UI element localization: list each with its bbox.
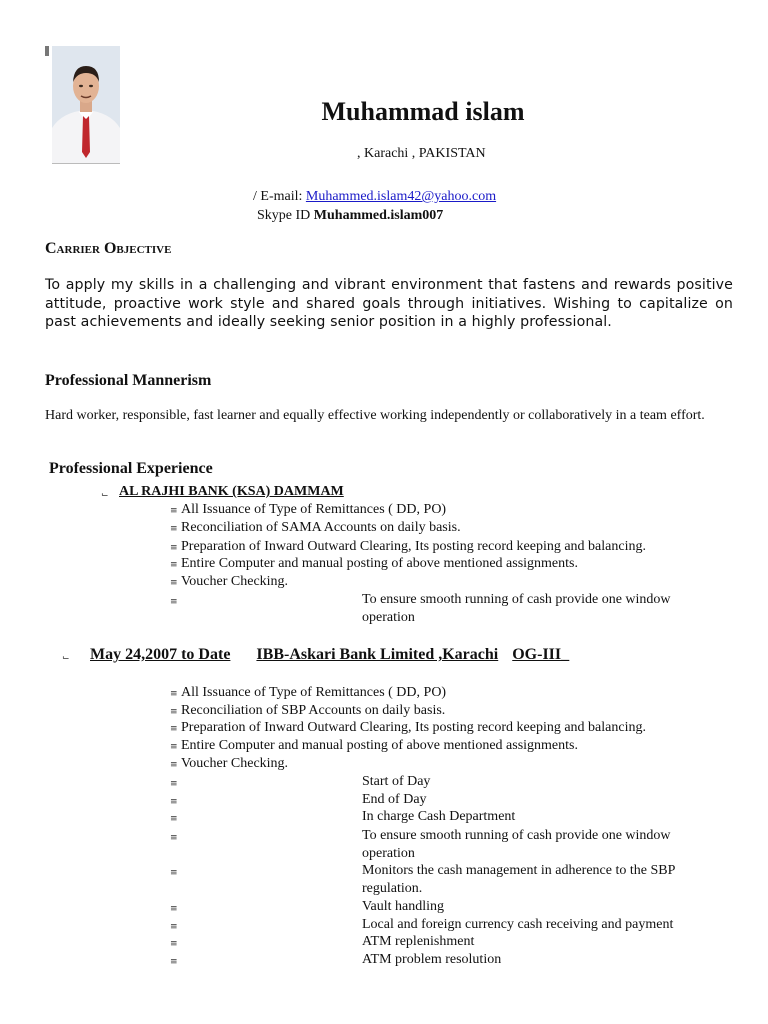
duty-text: Preparation of Inward Outward Clearing, Its posting record keeping and balancing. — [181, 720, 646, 735]
duty-text: Entire Computer and manual posting of above mentioned assignments. — [181, 556, 578, 571]
job1-duty — [170, 519, 730, 539]
duty-text: Voucher Checking. — [181, 756, 289, 771]
duty-bullet-icon: ≡ — [170, 578, 178, 588]
mannerism-heading: Professional Mannerism — [45, 372, 212, 389]
duty-text: Voucher Checking. — [181, 574, 289, 589]
job1-duty — [170, 573, 730, 593]
duty-bullet-icon: ≡ — [170, 779, 178, 789]
photo-corner-marker — [45, 46, 49, 56]
duty-bullet-icon: ≡ — [170, 904, 178, 914]
job2-duty — [170, 684, 730, 704]
duty-text: Entire Computer and manual posting of above mentioned assignments. — [181, 738, 578, 753]
duty-bullet-icon: ≡ — [170, 543, 178, 553]
skype-line — [257, 208, 443, 224]
duty-text: Reconciliation of SBP Accounts on daily basis. — [181, 703, 446, 718]
skype-label: Skype ID — [257, 208, 314, 223]
job2-period: May 24,2007 to Date — [90, 646, 231, 663]
duty-bullet-icon: ≡ — [170, 597, 178, 607]
email-link[interactable]: Muhammed.islam42@yahoo.com — [305, 189, 497, 204]
duty-text: To ensure smooth running of cash provide one window operation — [362, 828, 671, 861]
job-bullet-icon: ⌙ — [101, 490, 109, 500]
job2-title: IBB-Askari Bank Limited ,Karachi — [256, 646, 499, 663]
duty-text: End of Day — [362, 792, 427, 807]
mannerism-text: Hard worker, responsible, fast learner and equally effective working independently or collaboratively in a team effort. — [45, 408, 705, 423]
duty-bullet-icon: ≡ — [170, 939, 178, 949]
duty-text: Vault handling — [362, 899, 445, 914]
candidate-name: Muhammad islam — [321, 97, 525, 126]
duty-text: Local and foreign currency cash receiving and payment — [362, 917, 674, 932]
job2-heading — [90, 646, 569, 664]
duty-bullet-icon: ≡ — [170, 742, 178, 752]
duty-text: Monitors the cash management in adherence to the SBP regulation. — [362, 863, 675, 896]
duty-text: All Issuance of Type of Remittances ( DD, PO) — [181, 502, 447, 517]
email-line — [253, 189, 496, 205]
experience-heading: Professional Experience — [49, 460, 213, 477]
job-bullet-icon: ⌙ — [62, 653, 70, 663]
duty-bullet-icon: ≡ — [170, 724, 178, 734]
objective-heading: Carrier Objective — [45, 240, 172, 257]
duty-text: Preparation of Inward Outward Clearing, Its posting record keeping and balancing. — [181, 539, 646, 554]
duty-bullet-icon: ≡ — [170, 797, 178, 807]
job2-grade: OG-III_ — [512, 646, 570, 663]
duty-bullet-icon: ≡ — [170, 760, 178, 770]
job1-title: AL RAJHI BANK (KSA) DAMMAM — [119, 484, 344, 499]
duty-bullet-icon: ≡ — [170, 506, 178, 516]
duty-bullet-icon: ≡ — [170, 814, 178, 824]
job2-duty — [170, 737, 730, 757]
duty-bullet-icon: ≡ — [170, 707, 178, 717]
skype-id: Muhammed.islam007 — [313, 208, 444, 223]
duty-bullet-icon: ≡ — [170, 524, 178, 534]
duty-text: To ensure smooth running of cash provide one window operation — [362, 592, 671, 625]
job2-duty — [170, 719, 730, 739]
duty-bullet-icon: ≡ — [170, 922, 178, 932]
job1-duty — [170, 501, 730, 521]
duty-text: ATM replenishment — [362, 934, 475, 949]
job1-duty — [170, 555, 730, 575]
duty-text: ATM problem resolution — [362, 952, 502, 967]
duty-bullet-icon: ≡ — [170, 833, 178, 843]
duty-bullet-icon: ≡ — [170, 868, 178, 878]
duty-text: Start of Day — [362, 774, 431, 789]
duty-bullet-icon: ≡ — [170, 560, 178, 570]
duty-text: All Issuance of Type of Remittances ( DD, PO) — [181, 685, 447, 700]
duty-text: Reconciliation of SAMA Accounts on daily basis. — [181, 520, 461, 535]
job2-duty — [170, 755, 730, 775]
duty-bullet-icon: ≡ — [170, 957, 178, 967]
objective-text: To apply my skills in a challenging and vibrant environment that fastens and rewards positive attitude, proactive work style and shared goals through initiatives. Wishing to capitalize on past achievements and ideally seeking senior position in a highly professional. — [45, 277, 733, 330]
email-label: / E-mail: — [253, 189, 306, 204]
duty-text: In charge Cash Department — [362, 809, 516, 824]
address-line: , Karachi , PAKISTAN — [357, 146, 486, 161]
duty-bullet-icon: ≡ — [170, 689, 178, 699]
